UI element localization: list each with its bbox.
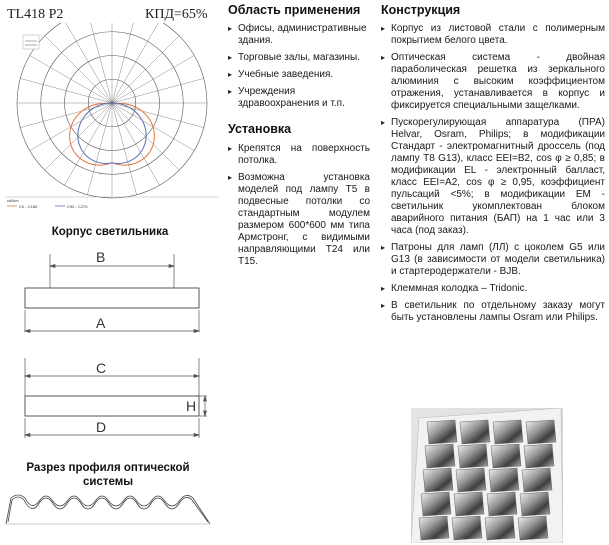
polar-efficiency-label: КПД=65%: [145, 7, 208, 22]
middle-column: [228, 3, 370, 273]
product-photo: [411, 408, 563, 543]
application-list: [228, 23, 370, 110]
list-item: ▸ Офисы, административные здания.: [228, 23, 370, 47]
louver-cell: [419, 516, 449, 540]
construction-list: [381, 23, 605, 324]
louver-cell: [491, 444, 521, 468]
polar-model-label: TL418 P2: [7, 7, 64, 22]
list-item: ▸ Патроны для ламп (ЛЛ) с цоколем G5 или G13 (в зависимости от модели светильника) и стартеродержатели - BJB.: [381, 242, 605, 278]
installation-list: [228, 143, 370, 268]
housing-drawings: [12, 240, 222, 460]
profile-drawing-svg: [4, 492, 212, 528]
list-item: ▸ В светильник по отдельному заказу могут быть установлены лампы Osram или Philips.: [381, 300, 605, 324]
polar-scale-box: [23, 35, 39, 49]
louver-cell: [485, 516, 515, 540]
louver-cell: [456, 468, 486, 492]
louver-cell: [458, 444, 488, 468]
louver-cell: [520, 492, 550, 516]
installation-title: Установка: [228, 122, 292, 136]
list-item: ▸ Крепятся на поверхность потолка.: [228, 143, 370, 167]
louver-cell: [487, 492, 517, 516]
dim-h-label: H: [186, 398, 197, 414]
louver-cell: [423, 468, 453, 492]
louver-photo-svg: [411, 408, 563, 543]
list-item: ▸ Учреждения здравоохранения и т.п.: [228, 86, 370, 110]
louver-cell: [522, 468, 552, 492]
louver-cell: [460, 420, 490, 444]
polar-unit-label: cd/klm: [7, 198, 19, 203]
list-item: ▸ Пускорегулирующая аппаратура (ПРА) Helvar, Osram, Philips; в модификации Стандарт - электромагнитный дроссель (под лампу Т8 G13), класс EEI=B2, cos φ ≥ 0,85; в модификации EL - электронный балласт, класс EEI=A2, cos φ ≥ 0,95, коэффициент пульсаций <5%; в модификации ЕМ - светильник укомплектован блоком аварийного питания (БАП) на 1 час или 3 часа (под заказ).: [381, 117, 605, 237]
profile-drawing: [4, 492, 212, 533]
list-item: ▸ Корпус из листовой стали с полимерным покрытием белого цвета.: [381, 23, 605, 47]
louver-cell: [526, 420, 556, 444]
polar-diagram: [5, 5, 219, 211]
dim-d-label: D: [96, 419, 107, 435]
polar-chart-svg: [5, 5, 219, 211]
list-item: ▸ Торговые залы, магазины.: [228, 52, 370, 64]
louver-cell: [427, 420, 457, 444]
list-item: ▸ Возможна установка моделей под лампу Т5 в подвесные потолки со стандартным модулем размером 600*600 мм типа Армстронг, с видимыми направляющими Т24 или Т15.: [228, 172, 370, 268]
louver-cell: [452, 516, 482, 540]
list-item: ▸ Оптическая система - двойная параболическая решетка из зеркального алюминия с высоким коэффициентом отражения, устанавливается в корпус и фиксируется специальными защелками.: [381, 52, 605, 112]
louver-cell: [518, 516, 548, 540]
dim-b-label: B: [96, 249, 106, 265]
profile-title: Разрез профиля оптической системы: [26, 462, 190, 488]
right-column: [381, 3, 605, 329]
louver-cell: [454, 492, 484, 516]
dim-a-label: A: [96, 315, 106, 331]
legend-c90-label: C90 - C270: [67, 204, 88, 209]
dim-c-label: C: [96, 360, 107, 376]
construction-title: Конструкция: [381, 3, 461, 17]
legend-c0-label: C0 - C180: [19, 204, 38, 209]
louver-cell: [489, 468, 519, 492]
list-item: ▸ Учебные заведения.: [228, 69, 370, 81]
application-title: Область применения: [228, 3, 361, 17]
list-item: ▸ Клеммная колодка – Tridonic.: [381, 283, 605, 295]
louver-cell: [524, 444, 554, 468]
louver-cell: [421, 492, 451, 516]
housing-title: Корпус светильника: [51, 226, 169, 238]
louver-cell: [493, 420, 523, 444]
louver-cell: [425, 444, 455, 468]
housing-drawing-svg: [12, 240, 222, 455]
